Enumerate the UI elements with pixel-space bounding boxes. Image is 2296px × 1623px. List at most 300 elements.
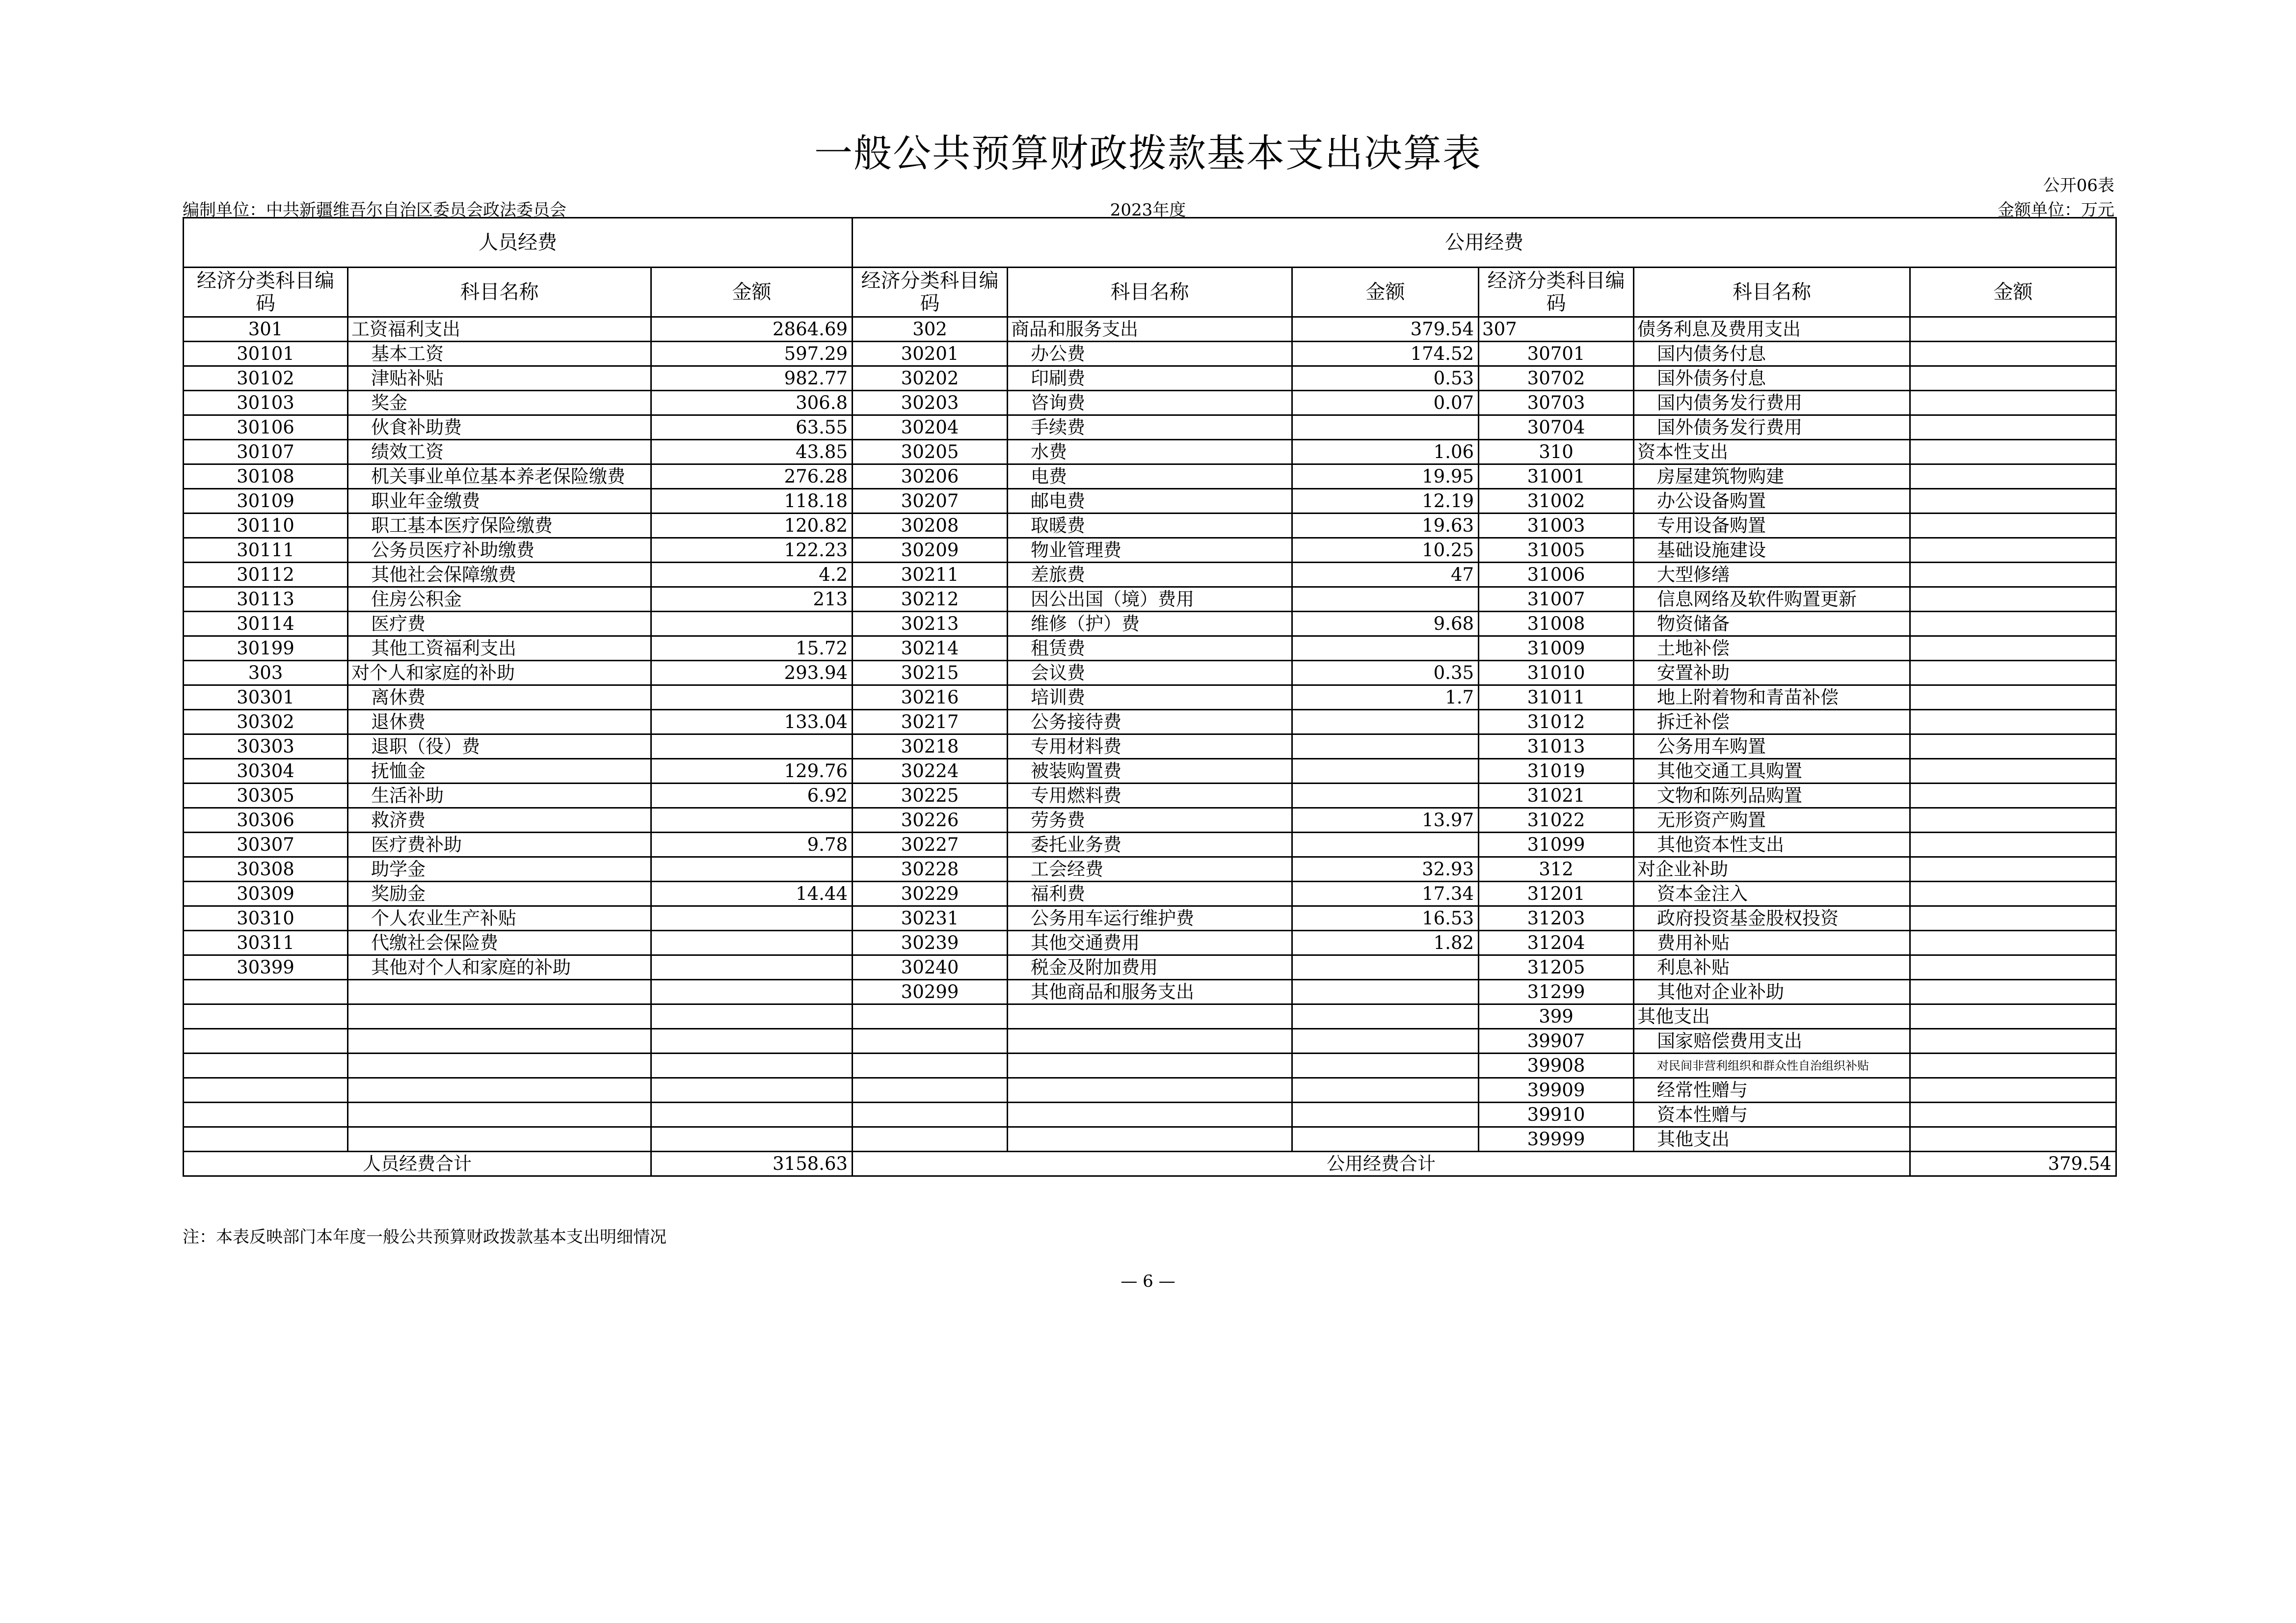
account-name: 被装购置费 xyxy=(1008,759,1292,784)
amount-value xyxy=(1910,784,2116,808)
account-name xyxy=(348,1004,651,1029)
account-name: 医疗费补助 xyxy=(348,833,651,857)
account-code: 31005 xyxy=(1479,538,1634,563)
account-code: 30303 xyxy=(184,734,348,759)
account-code: 30107 xyxy=(184,440,348,464)
account-name: 会议费 xyxy=(1008,661,1292,685)
amount-value xyxy=(651,808,853,833)
account-code: 30701 xyxy=(1479,342,1634,366)
table-row xyxy=(184,1054,2116,1078)
amount-value xyxy=(1910,857,2116,882)
account-code: 30299 xyxy=(853,980,1008,1004)
amount-value xyxy=(651,1029,853,1054)
amount-value xyxy=(651,685,853,710)
account-code: 30309 xyxy=(184,882,348,906)
account-name: 助学金 xyxy=(348,857,651,882)
account-name: 代缴社会保险费 xyxy=(348,931,651,955)
amount-value xyxy=(651,1054,853,1078)
amount-value: 1.7 xyxy=(1292,685,1479,710)
amount-value: 276.28 xyxy=(651,464,853,489)
amount-value xyxy=(651,980,853,1004)
account-code: 31201 xyxy=(1479,882,1634,906)
amount-value xyxy=(651,1103,853,1127)
account-code: 30106 xyxy=(184,415,348,440)
account-code xyxy=(853,1078,1008,1103)
account-code: 30702 xyxy=(1479,366,1634,391)
amount-header: 金额 xyxy=(651,268,853,317)
account-code: 399 xyxy=(1479,1004,1634,1029)
amount-value xyxy=(651,734,853,759)
amount-value xyxy=(1910,685,2116,710)
account-name: 办公设备购置 xyxy=(1634,489,1910,514)
account-name: 其他支出 xyxy=(1634,1004,1910,1029)
account-name: 生活补助 xyxy=(348,784,651,808)
account-code: 30301 xyxy=(184,685,348,710)
account-name: 国外债务付息 xyxy=(1634,366,1910,391)
amount-value xyxy=(1910,366,2116,391)
account-code: 30108 xyxy=(184,464,348,489)
account-code: 307 xyxy=(1479,317,1634,342)
account-code: 303 xyxy=(184,661,348,685)
expenditure-table xyxy=(183,217,2117,1177)
amount-value xyxy=(1292,1103,1479,1127)
account-name: 资本性赠与 xyxy=(1634,1103,1910,1127)
amount-value: 16.53 xyxy=(1292,906,1479,931)
name-header: 科目名称 xyxy=(1634,268,1910,317)
code-header: 经济分类科目编码 xyxy=(184,268,348,317)
account-name: 奖金 xyxy=(348,391,651,415)
page-number: — 6 — xyxy=(1121,1271,1175,1291)
table-row xyxy=(184,464,2116,489)
amount-value: 1.06 xyxy=(1292,440,1479,464)
account-code: 31007 xyxy=(1479,587,1634,612)
account-name: 土地补偿 xyxy=(1634,636,1910,661)
amount-value xyxy=(1910,1127,2116,1152)
account-code: 30228 xyxy=(853,857,1008,882)
table-row xyxy=(184,734,2116,759)
account-name: 水费 xyxy=(1008,440,1292,464)
account-name: 文物和陈列品购置 xyxy=(1634,784,1910,808)
account-code: 30211 xyxy=(853,563,1008,587)
account-code: 39908 xyxy=(1479,1054,1634,1078)
account-name: 对个人和家庭的补助 xyxy=(348,661,651,685)
amount-value xyxy=(1910,833,2116,857)
account-name xyxy=(348,1054,651,1078)
account-code: 30224 xyxy=(853,759,1008,784)
code-header: 经济分类科目编码 xyxy=(853,268,1008,317)
amount-value: 0.53 xyxy=(1292,366,1479,391)
account-name: 专用燃料费 xyxy=(1008,784,1292,808)
amount-value xyxy=(651,906,853,931)
table-body xyxy=(184,317,2116,1152)
account-name: 其他对个人和家庭的补助 xyxy=(348,955,651,980)
account-name: 伙食补助费 xyxy=(348,415,651,440)
table-row xyxy=(184,906,2116,931)
table-row xyxy=(184,636,2116,661)
fiscal-year: 2023年度 xyxy=(1110,200,1186,220)
account-code xyxy=(184,1004,348,1029)
account-name: 电费 xyxy=(1008,464,1292,489)
amount-value: 133.04 xyxy=(651,710,853,734)
table-row xyxy=(184,931,2116,955)
account-name: 大型修缮 xyxy=(1634,563,1910,587)
amount-value xyxy=(1292,415,1479,440)
account-code: 30199 xyxy=(184,636,348,661)
amount-value: 0.07 xyxy=(1292,391,1479,415)
account-name xyxy=(348,1127,651,1152)
account-name: 取暖费 xyxy=(1008,514,1292,538)
amount-value xyxy=(1910,734,2116,759)
table-row xyxy=(184,685,2116,710)
account-name: 工会经费 xyxy=(1008,857,1292,882)
account-code xyxy=(853,1029,1008,1054)
amount-value xyxy=(1910,882,2116,906)
amount-value xyxy=(1292,784,1479,808)
account-code: 30308 xyxy=(184,857,348,882)
form-number: 公开06表 xyxy=(2043,176,2114,195)
account-name: 拆迁补偿 xyxy=(1634,710,1910,734)
amount-value xyxy=(651,931,853,955)
account-code: 30307 xyxy=(184,833,348,857)
amount-value: 306.8 xyxy=(651,391,853,415)
account-code: 30215 xyxy=(853,661,1008,685)
account-code: 31009 xyxy=(1479,636,1634,661)
account-name: 维修（护）费 xyxy=(1008,612,1292,636)
account-name: 政府投资基金股权投资 xyxy=(1634,906,1910,931)
account-name: 印刷费 xyxy=(1008,366,1292,391)
account-name: 债务利息及费用支出 xyxy=(1634,317,1910,342)
account-name: 公务接待费 xyxy=(1008,710,1292,734)
amount-value xyxy=(1292,1029,1479,1054)
amount-value xyxy=(651,1127,853,1152)
table-row xyxy=(184,563,2116,587)
public-total-value: 379.54 xyxy=(1910,1152,2116,1176)
table-row xyxy=(184,980,2116,1004)
table-row xyxy=(184,489,2116,514)
account-name: 其他支出 xyxy=(1634,1127,1910,1152)
amount-value xyxy=(1910,980,2116,1004)
account-name: 对民间非营利组织和群众性自治组织补贴 xyxy=(1634,1054,1910,1078)
account-code: 39910 xyxy=(1479,1103,1634,1127)
account-code: 30306 xyxy=(184,808,348,833)
account-name: 公务用车购置 xyxy=(1634,734,1910,759)
account-name: 国家赔偿费用支出 xyxy=(1634,1029,1910,1054)
account-name: 其他资本性支出 xyxy=(1634,833,1910,857)
table-row xyxy=(184,587,2116,612)
account-code: 30204 xyxy=(853,415,1008,440)
account-code: 30239 xyxy=(853,931,1008,955)
account-name: 救济费 xyxy=(348,808,651,833)
account-name: 住房公积金 xyxy=(348,587,651,612)
amount-value: 9.78 xyxy=(651,833,853,857)
account-code: 31006 xyxy=(1479,563,1634,587)
table-row xyxy=(184,612,2116,636)
account-name xyxy=(348,1103,651,1127)
amount-value xyxy=(1910,808,2116,833)
account-name: 公务用车运行维护费 xyxy=(1008,906,1292,931)
amount-value xyxy=(1910,612,2116,636)
account-name: 其他交通费用 xyxy=(1008,931,1292,955)
table-row xyxy=(184,538,2116,563)
page-title: 一般公共预算财政拨款基本支出决算表 xyxy=(814,132,1482,176)
account-name: 医疗费 xyxy=(348,612,651,636)
amount-value: 4.2 xyxy=(651,563,853,587)
amount-value xyxy=(1910,317,2116,342)
account-name: 差旅费 xyxy=(1008,563,1292,587)
account-name: 税金及附加费用 xyxy=(1008,955,1292,980)
amount-value xyxy=(1910,415,2116,440)
account-code: 31099 xyxy=(1479,833,1634,857)
amount-value xyxy=(651,612,853,636)
account-code: 30304 xyxy=(184,759,348,784)
amount-value: 213 xyxy=(651,587,853,612)
account-name: 公务员医疗补助缴费 xyxy=(348,538,651,563)
account-code xyxy=(184,1054,348,1078)
account-code xyxy=(853,1004,1008,1029)
account-code: 30113 xyxy=(184,587,348,612)
public-header: 公用经费 xyxy=(853,218,2116,268)
account-name: 安置补助 xyxy=(1634,661,1910,685)
account-name: 工资福利支出 xyxy=(348,317,651,342)
account-code: 30207 xyxy=(853,489,1008,514)
account-code: 30216 xyxy=(853,685,1008,710)
account-code xyxy=(853,1127,1008,1152)
account-name: 办公费 xyxy=(1008,342,1292,366)
account-code xyxy=(853,1103,1008,1127)
account-code xyxy=(184,1029,348,1054)
amount-value xyxy=(1910,955,2116,980)
account-code: 30111 xyxy=(184,538,348,563)
account-code xyxy=(184,980,348,1004)
account-name: 退职（役）费 xyxy=(348,734,651,759)
amount-value xyxy=(1910,538,2116,563)
table-row xyxy=(184,317,2116,342)
amount-value: 120.82 xyxy=(651,514,853,538)
account-name xyxy=(1008,1103,1292,1127)
account-code: 30213 xyxy=(853,612,1008,636)
account-name: 机关事业单位基本养老保险缴费 xyxy=(348,464,651,489)
account-code: 31013 xyxy=(1479,734,1634,759)
name-header: 科目名称 xyxy=(1008,268,1292,317)
account-code: 31203 xyxy=(1479,906,1634,931)
account-name: 个人农业生产补贴 xyxy=(348,906,651,931)
account-code: 30305 xyxy=(184,784,348,808)
table-row xyxy=(184,1029,2116,1054)
account-code: 39907 xyxy=(1479,1029,1634,1054)
account-name: 国外债务发行费用 xyxy=(1634,415,1910,440)
amount-value: 12.19 xyxy=(1292,489,1479,514)
account-code: 30110 xyxy=(184,514,348,538)
table-row xyxy=(184,661,2116,685)
compiling-unit: 编制单位：中共新疆维吾尔自治区委员会政法委员会 xyxy=(183,200,566,220)
account-code xyxy=(853,1054,1008,1078)
account-code: 30302 xyxy=(184,710,348,734)
amount-value xyxy=(1910,563,2116,587)
amount-value: 174.52 xyxy=(1292,342,1479,366)
currency-unit: 金额单位：万元 xyxy=(1998,200,2114,220)
table-row xyxy=(184,710,2116,734)
table-row xyxy=(184,1078,2116,1103)
name-header: 科目名称 xyxy=(348,268,651,317)
amount-value xyxy=(651,955,853,980)
account-code: 31010 xyxy=(1479,661,1634,685)
account-name xyxy=(348,1029,651,1054)
account-name: 委托业务费 xyxy=(1008,833,1292,857)
amount-value xyxy=(1910,1004,2116,1029)
amount-value xyxy=(651,1078,853,1103)
account-name: 其他对企业补助 xyxy=(1634,980,1910,1004)
table-row xyxy=(184,342,2116,366)
amount-value: 1.82 xyxy=(1292,931,1479,955)
account-name: 抚恤金 xyxy=(348,759,651,784)
account-name: 福利费 xyxy=(1008,882,1292,906)
account-name: 物业管理费 xyxy=(1008,538,1292,563)
amount-value: 43.85 xyxy=(651,440,853,464)
table-row xyxy=(184,366,2116,391)
amount-value xyxy=(1292,833,1479,857)
account-code: 30399 xyxy=(184,955,348,980)
table-row xyxy=(184,1127,2116,1152)
amount-value: 19.95 xyxy=(1292,464,1479,489)
account-code: 30114 xyxy=(184,612,348,636)
amount-value: 293.94 xyxy=(651,661,853,685)
account-code: 31001 xyxy=(1479,464,1634,489)
amount-value xyxy=(1292,759,1479,784)
account-code: 310 xyxy=(1479,440,1634,464)
account-name: 绩效工资 xyxy=(348,440,651,464)
amount-value: 379.54 xyxy=(1292,317,1479,342)
amount-value: 17.34 xyxy=(1292,882,1479,906)
account-code: 31011 xyxy=(1479,685,1634,710)
amount-value xyxy=(1910,636,2116,661)
account-name: 地上附着物和青苗补偿 xyxy=(1634,685,1910,710)
amount-value: 122.23 xyxy=(651,538,853,563)
account-name: 退休费 xyxy=(348,710,651,734)
account-name: 其他社会保障缴费 xyxy=(348,563,651,587)
table-row xyxy=(184,391,2116,415)
account-code: 30202 xyxy=(853,366,1008,391)
account-name: 无形资产购置 xyxy=(1634,808,1910,833)
account-name: 劳务费 xyxy=(1008,808,1292,833)
account-code: 31019 xyxy=(1479,759,1634,784)
account-code: 30209 xyxy=(853,538,1008,563)
account-code: 301 xyxy=(184,317,348,342)
amount-value xyxy=(1910,759,2116,784)
amount-value xyxy=(1292,1054,1479,1078)
account-code: 302 xyxy=(853,317,1008,342)
amount-value: 9.68 xyxy=(1292,612,1479,636)
amount-value: 129.76 xyxy=(651,759,853,784)
table-row xyxy=(184,857,2116,882)
amount-value xyxy=(1292,734,1479,759)
amount-value xyxy=(1910,906,2116,931)
account-code: 30203 xyxy=(853,391,1008,415)
account-code: 30208 xyxy=(853,514,1008,538)
account-code: 30240 xyxy=(853,955,1008,980)
amount-value xyxy=(651,1004,853,1029)
amount-value: 982.77 xyxy=(651,366,853,391)
amount-value xyxy=(1292,980,1479,1004)
amount-value xyxy=(1292,955,1479,980)
account-name: 专用设备购置 xyxy=(1634,514,1910,538)
account-name xyxy=(1008,1029,1292,1054)
amount-value: 32.93 xyxy=(1292,857,1479,882)
account-name: 基本工资 xyxy=(348,342,651,366)
account-code: 30102 xyxy=(184,366,348,391)
account-code: 30109 xyxy=(184,489,348,514)
account-name: 职工基本医疗保险缴费 xyxy=(348,514,651,538)
amount-value xyxy=(1910,342,2116,366)
code-header: 经济分类科目编码 xyxy=(1479,268,1634,317)
account-code: 31002 xyxy=(1479,489,1634,514)
account-name: 津贴补贴 xyxy=(348,366,651,391)
amount-value: 597.29 xyxy=(651,342,853,366)
account-name: 费用补贴 xyxy=(1634,931,1910,955)
account-code xyxy=(184,1078,348,1103)
account-name: 物资储备 xyxy=(1634,612,1910,636)
amount-value: 6.92 xyxy=(651,784,853,808)
amount-header: 金额 xyxy=(1910,268,2116,317)
account-code: 30218 xyxy=(853,734,1008,759)
account-name: 国内债务付息 xyxy=(1634,342,1910,366)
account-code: 30226 xyxy=(853,808,1008,833)
amount-value xyxy=(1910,661,2116,685)
table-note: 注：本表反映部门本年度一般公共预算财政拨款基本支出明细情况 xyxy=(183,1227,667,1247)
account-code: 30112 xyxy=(184,563,348,587)
table-row xyxy=(184,759,2116,784)
amount-header: 金额 xyxy=(1292,268,1479,317)
table-row xyxy=(184,784,2116,808)
account-name xyxy=(1008,1078,1292,1103)
amount-value: 2864.69 xyxy=(651,317,853,342)
amount-value: 0.35 xyxy=(1292,661,1479,685)
amount-value xyxy=(1910,1029,2116,1054)
amount-value: 14.44 xyxy=(651,882,853,906)
personnel-header: 人员经费 xyxy=(184,218,853,268)
account-code: 30205 xyxy=(853,440,1008,464)
account-name: 资本性支出 xyxy=(1634,440,1910,464)
account-code: 30227 xyxy=(853,833,1008,857)
account-name xyxy=(1008,1004,1292,1029)
account-code: 30201 xyxy=(853,342,1008,366)
table-row xyxy=(184,415,2116,440)
account-code: 31204 xyxy=(1479,931,1634,955)
amount-value xyxy=(1910,464,2116,489)
account-code: 30101 xyxy=(184,342,348,366)
account-code: 30225 xyxy=(853,784,1008,808)
table-row xyxy=(184,1004,2116,1029)
table-row xyxy=(184,808,2116,833)
account-code: 31205 xyxy=(1479,955,1634,980)
account-name: 离休费 xyxy=(348,685,651,710)
amount-value xyxy=(1292,710,1479,734)
amount-value: 47 xyxy=(1292,563,1479,587)
personnel-total-value: 3158.63 xyxy=(651,1152,853,1176)
table-row xyxy=(184,1103,2116,1127)
account-name: 信息网络及软件购置更新 xyxy=(1634,587,1910,612)
account-name: 国内债务发行费用 xyxy=(1634,391,1910,415)
table-row xyxy=(184,440,2116,464)
account-name: 职业年金缴费 xyxy=(348,489,651,514)
account-name: 基础设施建设 xyxy=(1634,538,1910,563)
account-code: 30206 xyxy=(853,464,1008,489)
account-code: 30214 xyxy=(853,636,1008,661)
account-code: 31299 xyxy=(1479,980,1634,1004)
account-code: 31022 xyxy=(1479,808,1634,833)
account-name: 利息补贴 xyxy=(1634,955,1910,980)
table-row xyxy=(184,882,2116,906)
account-name xyxy=(348,1078,651,1103)
